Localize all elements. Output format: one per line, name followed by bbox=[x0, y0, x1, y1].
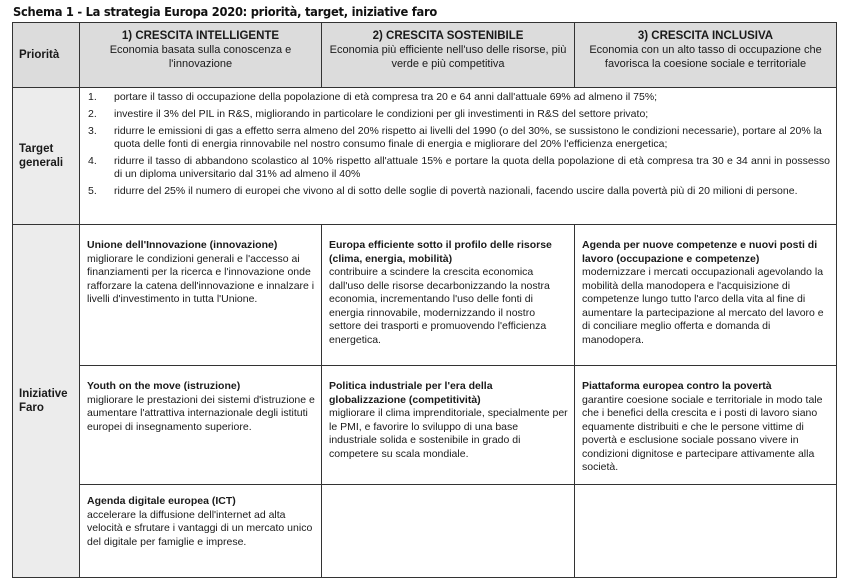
priority-sustainable bbox=[322, 23, 575, 88]
flagship-new-skills bbox=[575, 225, 837, 366]
targets-label: Target generali bbox=[13, 88, 80, 225]
flagship-row bbox=[13, 485, 837, 578]
priority-row bbox=[13, 23, 837, 88]
flagship-heading: Unione dell'Innovazione (innovazione) bbox=[87, 239, 278, 251]
targets-list-cell bbox=[80, 88, 837, 225]
flagship-resource-efficient bbox=[322, 225, 575, 366]
priority-smart bbox=[80, 23, 322, 88]
priority-subtitle: Economia basata sulla conoscenza e l'innovazione bbox=[109, 44, 292, 70]
flagship-industrial-policy bbox=[322, 366, 575, 485]
flagship-body: garantire coesione sociale e territoriale in modo tale che i benefici della crescita e i posti di lavoro siano equamente distribuiti e che le persone vittime di povertà e esclusione sociale possano vivere in condizioni dignitose e partecipare attivamente alla società. bbox=[582, 393, 823, 473]
flagship-digital-agenda bbox=[80, 485, 322, 578]
priority-subtitle: Economia più efficiente nell'uso delle risorse, più verde e più competitiva bbox=[329, 44, 567, 70]
empty-cell bbox=[575, 485, 837, 578]
flagship-label: Iniziative Faro bbox=[13, 225, 80, 578]
flagship-heading: Agenda digitale europea (ICT) bbox=[87, 495, 236, 507]
flagship-heading: Politica industriale per l'era della globalizzazione (competitività) bbox=[329, 380, 493, 406]
flagship-body: migliorare le condizioni generali e l'accesso ai finanziamenti per la ricerca e l'innovazione onde rafforzare la catena dell'innovazione e innalzare i livelli d'investimento in tutta l'Unione. bbox=[87, 252, 315, 305]
target-item: 2. investire il 3% del PIL in R&S, migliorando in particolare le condizioni per gli investimenti in R&S del settore privato; bbox=[88, 108, 649, 120]
flagship-row bbox=[13, 225, 837, 366]
figure-title: Schema 1 - La strategia Europa 2020: priorità, target, iniziative faro bbox=[13, 4, 437, 19]
targets-list bbox=[88, 91, 830, 198]
priority-title: 2) CRESCITA SOSTENIBILE bbox=[372, 30, 524, 42]
flagship-body: migliorare il clima imprenditoriale, specialmente per le PMI, e favorire lo sviluppo di una base industriale solida e sostenibile in grado di competere su scala mondiale. bbox=[329, 407, 568, 460]
flagship-poverty-platform bbox=[575, 366, 837, 485]
flagship-youth-on-the-move bbox=[80, 366, 322, 485]
flagship-body: migliorare le prestazioni dei sistemi d'istruzione e aumentare l'attrattiva internazionale degli istituti europei di insegnamento superiore. bbox=[87, 393, 315, 433]
target-item: 4. ridurre il tasso di abbandono scolastico al 10% rispetto all'attuale 15% e portare la quota della popolazione di età compresa tra 30 e 34 anni in possesso di un diploma universitario dal 31% ad almeno il 40% bbox=[88, 155, 830, 180]
flagship-body: modernizzare i mercati occupazionali agevolando la mobilità della manodopera e l'acquisizione di competenze lungo tutto l'arco della vita al fine di aumentare la partecipazione al mercato del lavoro e di conciliare meglio offerta e domanda di manodopera. bbox=[582, 266, 824, 346]
priority-inclusive bbox=[575, 23, 837, 88]
priority-subtitle: Economia con un alto tasso di occupazione che favorisca la coesione sociale e territoriale bbox=[589, 44, 822, 70]
priority-title: 3) CRESCITA INCLUSIVA bbox=[637, 30, 774, 42]
empty-cell bbox=[322, 485, 575, 578]
target-item: 1. portare il tasso di occupazione della popolazione di età compresa tra 20 e 64 anni dall'attuale 69% ad almeno il 75%; bbox=[88, 91, 658, 103]
flagship-innovation-union bbox=[80, 225, 322, 366]
flagship-body: accelerare la diffusione dell'internet ad alta velocità e sfrutare i vantaggi di un mercato unico del digitale per famiglie e imprese. bbox=[87, 508, 313, 548]
target-item: 5. ridurre del 25% il numero di europei che vivono al di sotto delle soglie di povertà nazionali, facendo uscire dalla povertà più di 20 milioni di persone. bbox=[88, 185, 798, 197]
flagship-heading: Agenda per nuove competenze e nuovi posti di lavoro (occupazione e competenze) bbox=[582, 239, 818, 265]
europa-2020-table bbox=[12, 22, 837, 578]
targets-row bbox=[13, 88, 837, 225]
flagship-body: contribuire a scindere la crescita economica dall'uso delle risorse decarbonizzando la nostra economia, incrementando l'uso delle fonti di energia rinnovabile, modernizzando il nostro settore dei trasporti e promuovendo l'efficienza energetica. bbox=[329, 266, 550, 346]
flagship-heading: Youth on the move (istruzione) bbox=[87, 380, 241, 392]
flagship-heading: Piattaforma europea contro la povertà bbox=[582, 380, 772, 392]
flagship-row bbox=[13, 366, 837, 485]
priority-title: 1) CRESCITA INTELLIGENTE bbox=[121, 30, 280, 42]
flagship-heading: Europa efficiente sotto il profilo delle risorse (clima, energia, mobilità) bbox=[329, 239, 552, 265]
target-item: 3. ridurre le emissioni di gas a effetto serra almeno del 20% rispetto ai livelli del 1990 (o del 30%, se sussistono le condizioni necessarie), portare al 20% la quota delle fonti di energia rinnovabile nel nostro consumo finale di energia e migliorare del 20% l'efficienza energetica; bbox=[88, 125, 822, 150]
priority-label: Priorità bbox=[13, 23, 80, 88]
